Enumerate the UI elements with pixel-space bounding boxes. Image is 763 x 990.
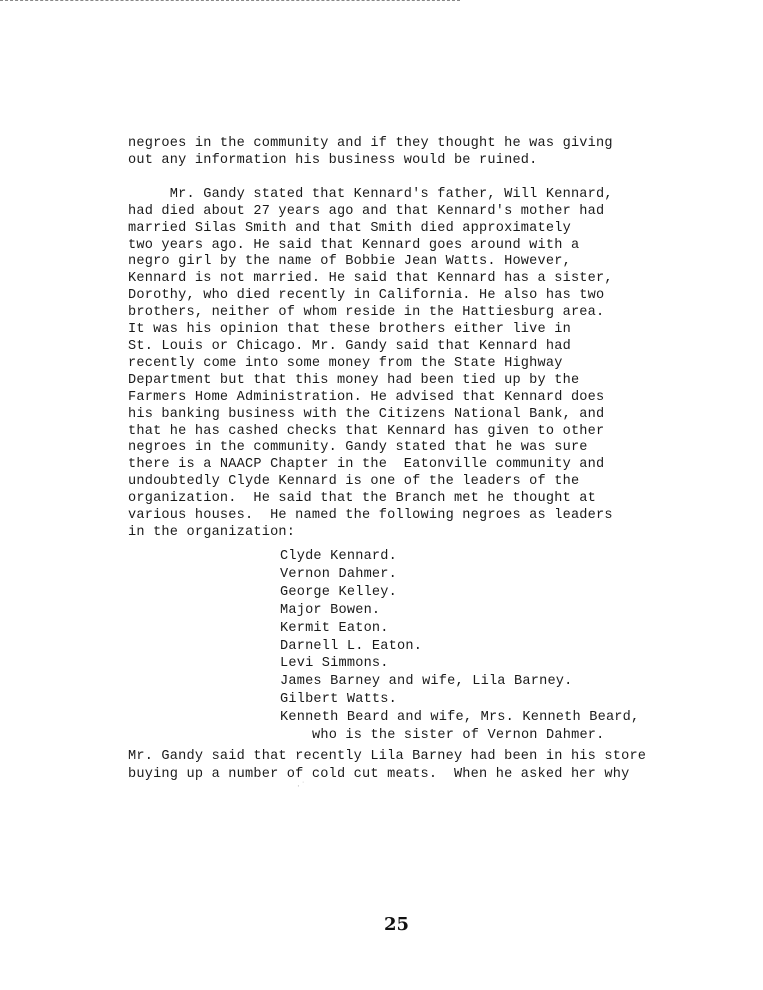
- text-line: negro girl by the name of Bobbie Jean Watts. However,: [128, 254, 571, 270]
- text-line: Dorothy, who died recently in California. He also has two: [128, 288, 605, 304]
- leaders-list: [280, 548, 639, 745]
- paragraph-3: [128, 748, 646, 783]
- list-item: George Kelley.: [280, 584, 398, 600]
- text-line: negroes in the community. Gandy stated that he was sure: [128, 440, 588, 456]
- text-line: married Silas Smith and that Smith died approximately: [128, 220, 571, 236]
- page-number: 25: [384, 914, 410, 935]
- list-item: James Barney and wife, Lila Barney.: [280, 674, 573, 690]
- text-line: Farmers Home Administration. He advised that Kennard does: [128, 389, 605, 405]
- list-item: Darnell L. Eaton.: [280, 638, 423, 654]
- top-border-dashes: [0, 0, 460, 1]
- text-line: two years ago. He said that Kennard goes around with a: [128, 237, 580, 253]
- list-item: Levi Simmons.: [280, 656, 389, 672]
- paragraph-1: [128, 136, 673, 170]
- text-line: St. Louis or Chicago. Mr. Gandy said that Kennard had: [128, 338, 571, 354]
- text-line: negroes in the community and if they thought he was giving: [128, 136, 613, 151]
- list-item: Gilbert Watts.: [280, 692, 398, 708]
- list-item: Vernon Dahmer.: [280, 566, 398, 582]
- list-item: Clyde Kennard.: [280, 549, 398, 564]
- text-line: Mr. Gandy stated that Kennard's father, Will Kennard,: [128, 186, 613, 202]
- text-line: recently come into some money from the State Highway: [128, 355, 563, 371]
- list-item: Major Bowen.: [280, 602, 381, 618]
- list-item: Kermit Eaton.: [280, 620, 389, 636]
- text-line: Kennard is not married. He said that Kennard has a sister,: [128, 271, 613, 287]
- list-item: Kenneth Beard and wife, Mrs. Kenneth Beard,: [280, 710, 640, 726]
- text-line: It was his opinion that these brothers either live in: [128, 322, 571, 338]
- list-item-continuation: who is the sister of Vernon Dahmer.: [312, 728, 605, 744]
- text-line: out any information his business would be ruined.: [128, 152, 538, 168]
- text-line: in the organization:: [128, 524, 296, 540]
- paragraph-2: [128, 187, 673, 542]
- text-line: various houses. He named the following negroes as leaders: [128, 508, 613, 524]
- text-line: undoubtedly Clyde Kennard is one of the leaders of the: [128, 474, 580, 490]
- text-line: Mr. Gandy said that recently Lila Barney had been in his store: [128, 749, 647, 764]
- text-line: buying up a number of cold cut meats. When he asked her why: [128, 766, 630, 782]
- text-line: had died about 27 years ago and that Kennard's mother had: [128, 203, 605, 219]
- scan-speck: ·˙: [296, 782, 306, 791]
- text-line: that he has cashed checks that Kennard has given to other: [128, 423, 605, 439]
- document-body: [128, 136, 673, 542]
- text-line: there is a NAACP Chapter in the Eatonville community and: [128, 457, 605, 473]
- text-line: organization. He said that the Branch met he thought at: [128, 491, 597, 507]
- text-line: brothers, neither of whom reside in the Hattiesburg area.: [128, 305, 605, 321]
- text-line: Department but that this money had been tied up by the: [128, 372, 580, 388]
- text-line: his banking business with the Citizens National Bank, and: [128, 406, 605, 422]
